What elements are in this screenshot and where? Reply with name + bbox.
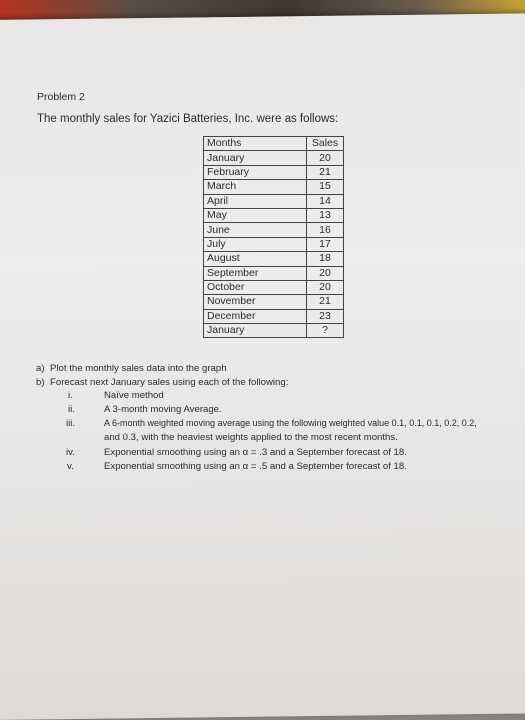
table-row <box>204 237 344 251</box>
question-b-letter: b) <box>36 377 45 388</box>
table-row <box>204 280 344 294</box>
sub-item-i-numeral: i. <box>68 390 73 401</box>
header-months: Months <box>204 137 307 151</box>
sales-cell: 21 <box>307 165 344 179</box>
month-cell: January <box>204 151 307 165</box>
table-row <box>204 295 344 309</box>
sales-cell: 13 <box>307 208 344 222</box>
problem-intro: The monthly sales for Yazici Batteries, Inc. were as follows: <box>37 113 339 125</box>
question-a-letter: a) <box>36 363 45 374</box>
question-a-text: Plot the monthly sales data into the graph <box>50 363 227 374</box>
sub-item-iii-text-line1: A 6-month weighted moving average using the following weighted value 0.1, 0.1, 0.1, 0.2, 0.2, <box>104 418 477 428</box>
month-cell: November <box>204 295 307 309</box>
month-cell: August <box>204 252 307 266</box>
table-row <box>204 208 344 222</box>
month-cell: January <box>204 324 307 338</box>
table-row <box>204 180 344 194</box>
problem-heading: Problem 2 <box>37 91 85 103</box>
month-cell: July <box>204 237 307 251</box>
sales-cell: 20 <box>307 266 344 280</box>
sub-item-iv-numeral: iv. <box>66 447 75 458</box>
month-cell: April <box>204 194 307 208</box>
month-cell: December <box>204 309 307 323</box>
month-cell: June <box>204 223 307 237</box>
sales-cell: 21 <box>307 295 344 309</box>
table-row <box>204 194 344 208</box>
sales-table <box>203 136 344 338</box>
sales-cell: 16 <box>307 223 344 237</box>
month-cell: September <box>204 266 307 280</box>
sub-item-ii-text: A 3-month moving Average. <box>104 404 222 415</box>
sales-cell: 20 <box>307 151 344 165</box>
sub-item-v-numeral: v. <box>67 461 74 472</box>
sales-cell: 23 <box>307 309 344 323</box>
sub-item-iii-text-line2: and 0.3, with the heaviest weights applied to the most recent months. <box>104 432 398 443</box>
table-row <box>204 151 344 165</box>
sub-item-v-text: Exponential smoothing using an α = .5 and a September forecast of 18. <box>104 461 407 472</box>
sub-item-ii-numeral: ii. <box>68 404 75 415</box>
table-row <box>204 165 344 179</box>
sub-item-iv-text: Exponential smoothing using an α = .3 and a September forecast of 18. <box>104 447 407 458</box>
table-header-row <box>204 137 344 151</box>
sales-cell: 18 <box>307 252 344 266</box>
month-cell: May <box>204 208 307 222</box>
sales-cell: 20 <box>307 280 344 294</box>
month-cell: October <box>204 280 307 294</box>
sales-cell: 17 <box>307 237 344 251</box>
sub-item-iii-numeral: iii. <box>66 418 76 429</box>
month-cell: March <box>204 180 307 194</box>
table-row <box>204 223 344 237</box>
header-sales: Sales <box>307 137 344 151</box>
table-row <box>204 252 344 266</box>
month-cell: February <box>204 165 307 179</box>
question-b-text: Forecast next January sales using each of the following: <box>50 377 289 388</box>
sales-cell: 14 <box>307 194 344 208</box>
sales-cell: 15 <box>307 180 344 194</box>
table-row <box>204 309 344 323</box>
sales-cell: ? <box>307 324 344 338</box>
table-row <box>204 266 344 280</box>
table-row <box>204 324 344 338</box>
sub-item-i-text: Naïve method <box>104 390 164 401</box>
